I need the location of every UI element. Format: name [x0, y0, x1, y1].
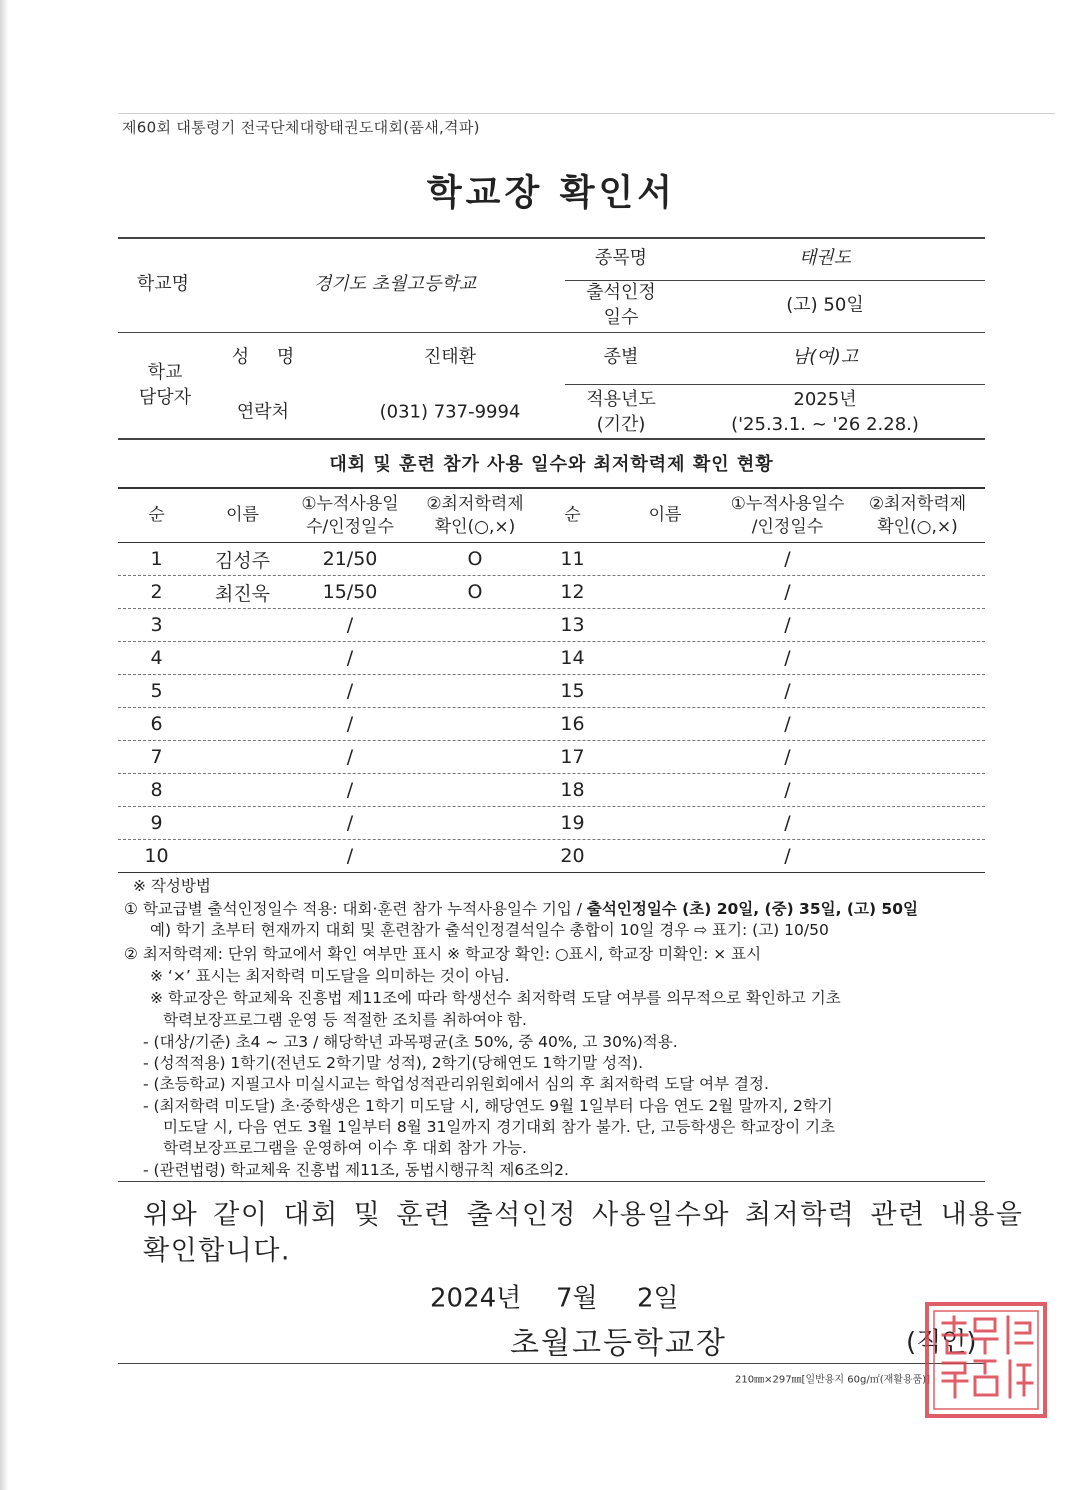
- info-table-rule: [118, 332, 985, 333]
- right-no-cell: 12: [560, 581, 585, 603]
- right-name-cell: [605, 675, 725, 707]
- right-check-cell: [850, 675, 985, 707]
- header-check-left: ②최저학력제 확인(○,×): [426, 493, 524, 537]
- contact-label: 연락처: [236, 401, 290, 423]
- note-bullet-continuation: 미도달 시, 다음 연도 3월 1일부터 8월 31일까지 경기대회 참가 불가. 단, 고등학생은 학교장이 기초: [163, 1118, 836, 1136]
- paper-spec: 210㎜×297㎜[일반용지 60g/㎡(재활용품)]: [735, 1374, 931, 1386]
- note-bullet: - (초등학교) 지필고사 미실시교는 학업성적관리위원회에서 심의 후 최저학력 도달 여부 결정.: [143, 1075, 769, 1093]
- year-period: ('25.3.1. ~ '26 2.28.): [731, 414, 919, 435]
- category-value: 남(여)고: [791, 346, 859, 368]
- right-name-cell: [605, 741, 725, 773]
- left-check-cell: O: [467, 548, 483, 570]
- right-days-cell: /: [784, 581, 791, 603]
- right-no-cell: 15: [560, 680, 585, 702]
- left-days-cell: /: [346, 779, 354, 801]
- header-days-right: ①누적사용일수 /인정일수: [730, 493, 845, 537]
- right-name-cell: [605, 774, 725, 806]
- status-section-title: 대회 및 훈련 참가 사용 일수와 최저학력제 확인 현황: [329, 454, 774, 475]
- left-name-cell: [195, 708, 290, 740]
- table-row: [118, 642, 985, 675]
- right-name-cell: [605, 609, 725, 641]
- contact-value: (031) 737-9994: [379, 401, 521, 423]
- note-item-2-remark: ※ ‘×’ 표시는 최저학력 미도달을 의미하는 것이 아님.: [150, 967, 510, 985]
- right-days-cell: /: [784, 779, 791, 801]
- right-name-cell: [605, 708, 725, 740]
- left-name-cell: [195, 840, 290, 872]
- right-no-cell: 14: [560, 647, 585, 669]
- table-row: [118, 543, 985, 576]
- left-days-cell: /: [346, 680, 354, 702]
- attendance-days-value: (고) 50일: [786, 294, 864, 316]
- right-check-cell: [850, 642, 985, 674]
- left-days-cell: 15/50: [322, 581, 378, 603]
- header-check-right: ②최저학력제 확인(○,×): [868, 493, 967, 537]
- note-item-1-emphasis: 출석인정일수 (초) 20일, (중) 35일, (고) 50일: [586, 900, 918, 918]
- right-check-cell: [850, 576, 985, 608]
- staff-name-label: 성 명: [231, 346, 295, 368]
- year-value-block: [680, 387, 970, 437]
- right-check-cell: [850, 774, 985, 806]
- notes-bottom-rule: [118, 1181, 985, 1182]
- document-title: 학교장 확인서: [426, 172, 677, 214]
- right-check-cell: [850, 807, 985, 839]
- left-name-cell: [195, 675, 290, 707]
- left-days-cell: /: [346, 812, 354, 834]
- left-no-cell: 4: [150, 647, 163, 669]
- note-item-2: ② 최저학력제: 단위 학교에서 확인 여부만 표시 ※ 학교장 확인: ○표시, 학교장 미확인: × 표시: [124, 945, 762, 963]
- note-bullet: - (성적적용) 1학기(전년도 2학기말 성적), 2학기(당해연도 1학기말 성적).: [143, 1054, 643, 1072]
- header-name-left: 이름: [226, 505, 259, 525]
- date-month: 7월: [556, 1283, 598, 1314]
- left-check-cell: [410, 675, 540, 707]
- header-name-right: 이름: [648, 505, 682, 525]
- confirmation-line-1: 위와 같이 대회 및 훈련 출석인정 사용일수와 최저학력 관련 내용을: [143, 1199, 1024, 1231]
- right-no-cell: 13: [560, 614, 585, 636]
- note-item-1-example: 예) 학기 초부터 현재까지 대회 및 훈련참가 출석인정결석일수 총합이 10일 경우 ⇨ 표기: (고) 10/50: [150, 921, 829, 939]
- note-item-2-remark: ※ 학교장은 학교체육 진흥법 제11조에 따라 학생선수 최저학력 도달 여부를 의무적으로 확인하고 기초: [150, 989, 841, 1007]
- left-check-cell: [410, 642, 540, 674]
- note-item-1-text: ① 학교급별 출석인정일수 적용: 대회·훈련 참가 누적사용일수 기입 /: [124, 900, 587, 918]
- right-check-cell: [850, 741, 985, 773]
- status-table-body: [118, 543, 985, 873]
- official-seal: [924, 1301, 1048, 1419]
- right-days-cell: /: [784, 647, 791, 669]
- left-no-cell: 3: [150, 614, 163, 636]
- header-days-left: ①누적사용일 수/인정일수: [301, 493, 399, 537]
- note-item-2-remark: 학력보장프로그램 운영 등 적절한 조치를 취하여야 함.: [163, 1011, 527, 1029]
- staff-name-value: 진태환: [423, 346, 477, 368]
- info-table-rule: [565, 384, 985, 385]
- right-check-cell: [850, 708, 985, 740]
- event-title: 제60회 대통령기 전국단체대항태권도대회(품새,격파): [122, 118, 480, 137]
- left-days-cell: /: [346, 647, 354, 669]
- sport-value: 태권도: [798, 247, 852, 269]
- status-table-header: [118, 487, 985, 543]
- seal-mark-label: (직인): [906, 1327, 977, 1358]
- left-check-cell: [410, 840, 540, 872]
- attendance-days-label: 출석인정 일수: [586, 282, 656, 328]
- left-days-cell: /: [346, 746, 354, 768]
- table-row: [118, 675, 985, 708]
- right-days-cell: /: [784, 845, 791, 867]
- right-name-cell: [605, 543, 725, 575]
- left-days-cell: /: [346, 845, 354, 867]
- note-bullet-continuation: 학력보장프로그램을 운영하여 이수 후 대회 참가 가능.: [163, 1139, 527, 1157]
- left-name-cell: [195, 609, 290, 641]
- year-value: 2025년: [793, 389, 857, 410]
- sport-label: 종목명: [594, 247, 648, 269]
- table-row: [118, 741, 985, 774]
- left-no-cell: 2: [150, 581, 163, 603]
- right-days-cell: /: [784, 680, 791, 702]
- category-label: 종별: [603, 346, 639, 368]
- left-name-cell: [195, 807, 290, 839]
- principal-signature: 초월고등학교장: [510, 1326, 727, 1361]
- table-row: [118, 807, 985, 840]
- school-name-value: 경기도 초월고등학교: [313, 273, 477, 295]
- left-name-cell: 최진욱: [214, 582, 271, 605]
- left-no-cell: 10: [144, 845, 169, 867]
- left-check-cell: [410, 708, 540, 740]
- table-row: [118, 609, 985, 642]
- right-check-cell: [850, 840, 985, 872]
- left-check-cell: [410, 807, 540, 839]
- right-no-cell: 20: [560, 845, 585, 867]
- left-check-cell: O: [467, 581, 483, 603]
- staff-label: 학교 담당자: [138, 362, 192, 408]
- left-days-cell: /: [346, 713, 354, 735]
- right-no-cell: 18: [560, 779, 585, 801]
- header-rule: [118, 113, 1055, 114]
- footer-rule: [118, 1363, 985, 1364]
- right-no-cell: 17: [560, 746, 585, 768]
- note-bullet: - (관련법령) 학교체육 진흥법 제11조, 동법시행규칙 제6조의2.: [143, 1161, 569, 1179]
- left-days-cell: 21/50: [322, 548, 378, 570]
- left-check-cell: [410, 609, 540, 641]
- left-days-cell: /: [346, 614, 354, 636]
- confirmation-line-2: 확인합니다.: [143, 1235, 291, 1267]
- info-table-bottom-rule: [118, 438, 985, 440]
- left-no-cell: 6: [150, 713, 163, 735]
- left-name-cell: [195, 741, 290, 773]
- note-bullet: - (대상/기준) 초4 ~ 고3 / 해당학년 과목평균(초 50%, 중 40%, 고 30%)적용.: [143, 1033, 678, 1051]
- table-row: [118, 840, 985, 873]
- left-no-cell: 1: [150, 548, 163, 570]
- note-item-1: [124, 897, 918, 919]
- table-row: [118, 774, 985, 807]
- table-row: [118, 576, 985, 609]
- left-no-cell: 5: [150, 680, 163, 702]
- right-days-cell: /: [784, 746, 791, 768]
- right-days-cell: /: [784, 812, 791, 834]
- left-name-cell: [195, 774, 290, 806]
- left-name-cell: [195, 642, 290, 674]
- right-name-cell: [605, 576, 725, 608]
- right-check-cell: [850, 609, 985, 641]
- header-no-right: 순: [564, 505, 581, 525]
- left-no-cell: 9: [150, 812, 163, 834]
- left-check-cell: [410, 741, 540, 773]
- right-no-cell: 16: [560, 713, 585, 735]
- right-days-cell: /: [784, 713, 791, 735]
- left-name-cell: 김성주: [214, 549, 271, 572]
- table-row: [118, 708, 985, 741]
- right-days-cell: /: [784, 614, 791, 636]
- year-label: 적용년도 (기간): [586, 389, 656, 435]
- right-no-cell: 11: [560, 548, 585, 570]
- date-day: 2일: [637, 1283, 679, 1314]
- notes-heading: ※ 작성방법: [133, 877, 211, 895]
- date-year: 2024년: [430, 1283, 522, 1314]
- right-name-cell: [605, 840, 725, 872]
- left-no-cell: 8: [150, 779, 163, 801]
- right-check-cell: [850, 543, 985, 575]
- left-check-cell: [410, 774, 540, 806]
- left-no-cell: 7: [150, 746, 163, 768]
- right-no-cell: 19: [560, 812, 585, 834]
- official-seal-icon: [924, 1301, 1048, 1419]
- right-name-cell: [605, 642, 725, 674]
- note-bullet: - (최저학력 미도달) 초·중학생은 1학기 미도달 시, 해당연도 9월 1일부터 다음 연도 2월 말까지, 2학기: [143, 1097, 833, 1115]
- right-days-cell: /: [784, 548, 791, 570]
- info-table-top-rule: [118, 237, 985, 239]
- school-name-label: 학교명: [136, 273, 190, 295]
- header-no-left: 순: [148, 505, 165, 525]
- right-name-cell: [605, 807, 725, 839]
